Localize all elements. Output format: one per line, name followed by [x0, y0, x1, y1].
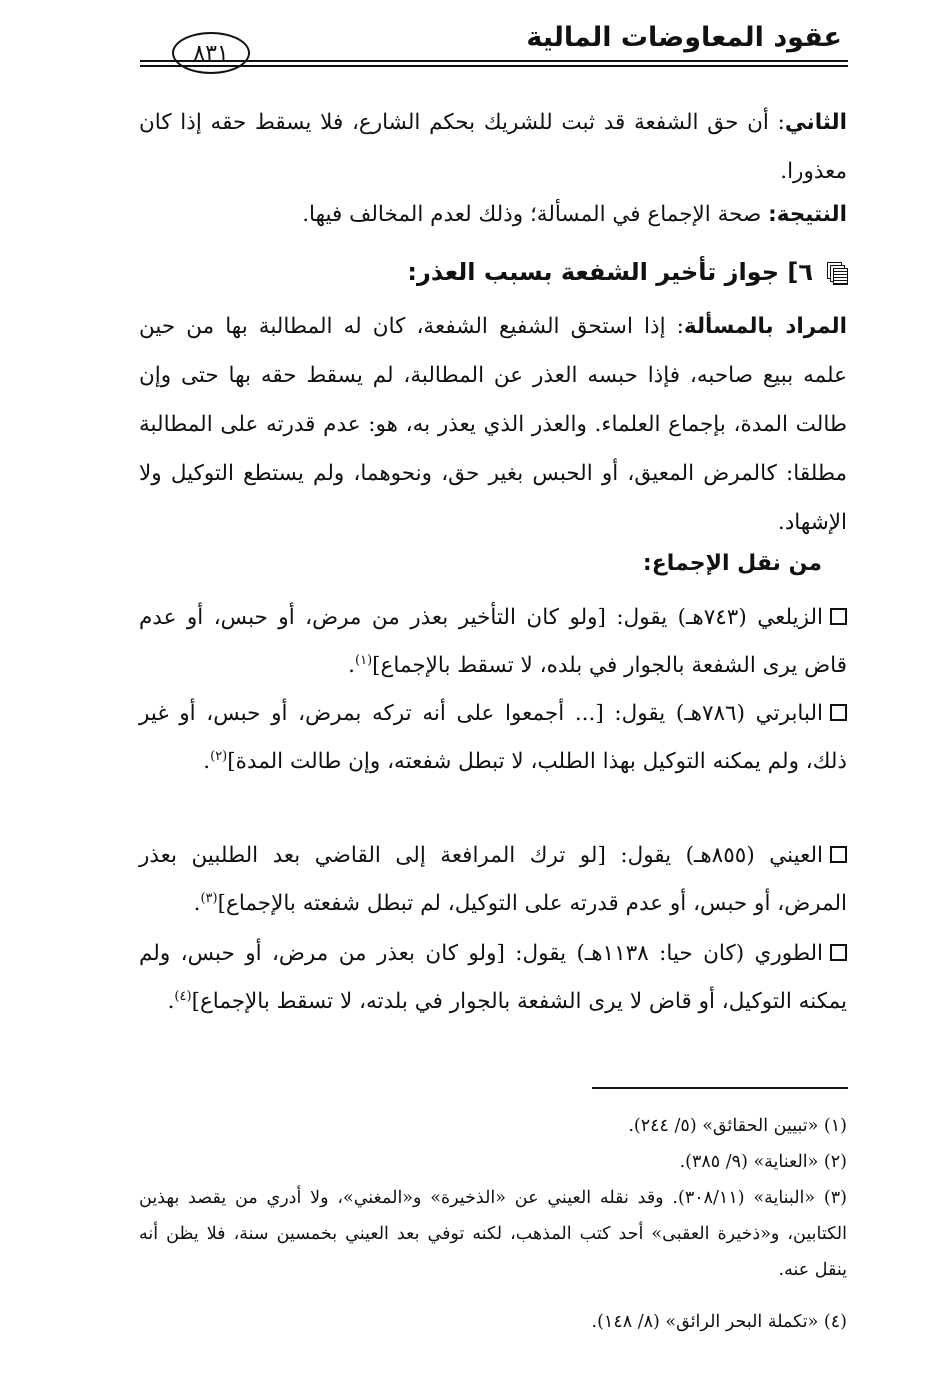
footnote-ref: (٣): [200, 890, 218, 906]
checkbox-bullet-icon: [830, 846, 847, 863]
section-heading: [139, 250, 847, 294]
page-number: ٨٣١: [172, 32, 250, 74]
section-number: ٦]: [787, 258, 813, 286]
footnote-ref: (٤): [174, 988, 192, 1004]
ijma-heading: من نقل الإجماع:: [642, 551, 822, 576]
result-label: النتيجة:: [768, 202, 847, 227]
quote-item: العيني (٨٥٥هـ) يقول: [لو ترك المرافعة إلى القاضي بعد الطلبين بعذر المرض، أو حبس، أو عدم قدرته على التوكيل، لم تبطل شفعته بالإجماع]$^{(٣)}$.: [139, 843, 847, 916]
footnote: (٣) «البناية» (٣٠٨/١١). وقد نقله العيني عن «الذخيرة» و«المغني»، ولا أدري من يقصد بهذين الكتابين، و«ذخيرة العقبى» أحد كتب المذهب، لكنه توفي بعد العيني بخمسين سنة، فلا يظن أنه ينقل عنه.: [139, 1188, 847, 1280]
header-rule-top: [140, 60, 848, 62]
footnote-ref: (١): [355, 652, 373, 668]
section-title: جواز تأخير الشفعة بسبب العذر:: [407, 258, 788, 286]
paragraph-second-argument: [139, 98, 847, 196]
footnote-separator: [592, 1087, 848, 1089]
quote-text: الطوري (كان حيا: ١١٣٨هـ) يقول: [ولو كان بعذر من مرض، أو حبس، ولم يمكنه التوكيل، أو قاض لا يرى الشفعة بالجوار في بلدته، لا تسقط بالإجماع]: [139, 941, 847, 1014]
footnote: (٤) «تكملة البحر الرائق» (٨/ ١٤٨).: [591, 1312, 847, 1332]
meaning-text: : إذا استحق الشفيع الشفعة، كان له المطالبة بها من حين علمه ببيع صاحبه، فإذا حبسه العذر عن المطالبة، لم يسقط حقه بها حتى وإن طالت المدة، بإجماع العلماء. والعذر الذي يعذر به، هو: عدم قدرته على المطالبة مطلقا: كالمرض المعيق، أو الحبس بغير حق، ونحوهما، ولم يستطع التوكيل ولا الإشهاد.: [139, 314, 847, 535]
result-text: صحة الإجماع في المسألة؛ وذلك لعدم المخالف فيها.: [302, 202, 769, 227]
checkbox-bullet-icon: [830, 704, 847, 721]
quote-item: الطوري (كان حيا: ١١٣٨هـ) يقول: [ولو كان بعذر من مرض، أو حبس، ولم يمكنه التوكيل، أو قاض لا يرى الشفعة بالجوار في بلدته، لا تسقط بالإجماع]$^{(٤)}$.: [139, 941, 847, 1014]
running-title: عقود المعاوضات المالية: [526, 22, 842, 53]
quote-text: البابرتي (٧٨٦هـ) يقول: [... أجمعوا على أنه تركه بمرض، أو حبس، أو غير ذلك، ولم يمكنه التوكيل بهذا الطلب، لا تبطل شفعته، وإن طالت المدة]: [139, 701, 847, 774]
header-rule-bottom: [140, 65, 848, 67]
checkbox-bullet-icon: [830, 944, 847, 961]
footnote: (١) «تبيين الحقائق» (٥/ ٢٤٤).: [628, 1116, 847, 1136]
meaning-label: المراد بالمسألة: [683, 314, 847, 339]
footnote-ref: (٢): [210, 748, 228, 764]
paragraph-label: الثاني: [784, 110, 847, 135]
paragraph-text: : أن حق الشفعة قد ثبت للشريك بحكم الشارع، فلا يسقط حقه إذا كان معذورا.: [139, 110, 847, 184]
quote-item: البابرتي (٧٨٦هـ) يقول: [... أجمعوا على أنه تركه بمرض، أو حبس، أو غير ذلك، ولم يمكنه التوكيل بهذا الطلب، لا تبطل شفعته، وإن طالت المدة]$^{(٢)}$.: [139, 701, 847, 774]
quote-item: الزيلعي (٧٤٣هـ) يقول: [ولو كان التأخير بعذر من مرض، أو حبس، أو عدم قاض يرى الشفعة بالجوار في بلده، لا تسقط بالإجماع]$^{(١)}$.: [139, 605, 847, 678]
paragraph-meaning: [139, 302, 847, 547]
quote-text: العيني (٨٥٥هـ) يقول: [لو ترك المرافعة إلى القاضي بعد الطلبين بعذر المرض، أو حبس، أو عدم قدرته على التوكيل، لم تبطل شفعته بالإجماع]: [139, 843, 847, 916]
quote-text: الزيلعي (٧٤٣هـ) يقول: [ولو كان التأخير بعذر من مرض، أو حبس، أو عدم قاض يرى الشفعة بالجوار في بلده، لا تسقط بالإجماع]: [139, 605, 847, 678]
checkbox-bullet-icon: [830, 608, 847, 625]
footnote: (٢) «العناية» (٩/ ٣٨٥).: [679, 1152, 847, 1172]
document-stack-icon: [827, 262, 847, 284]
paragraph-result: [139, 190, 847, 239]
